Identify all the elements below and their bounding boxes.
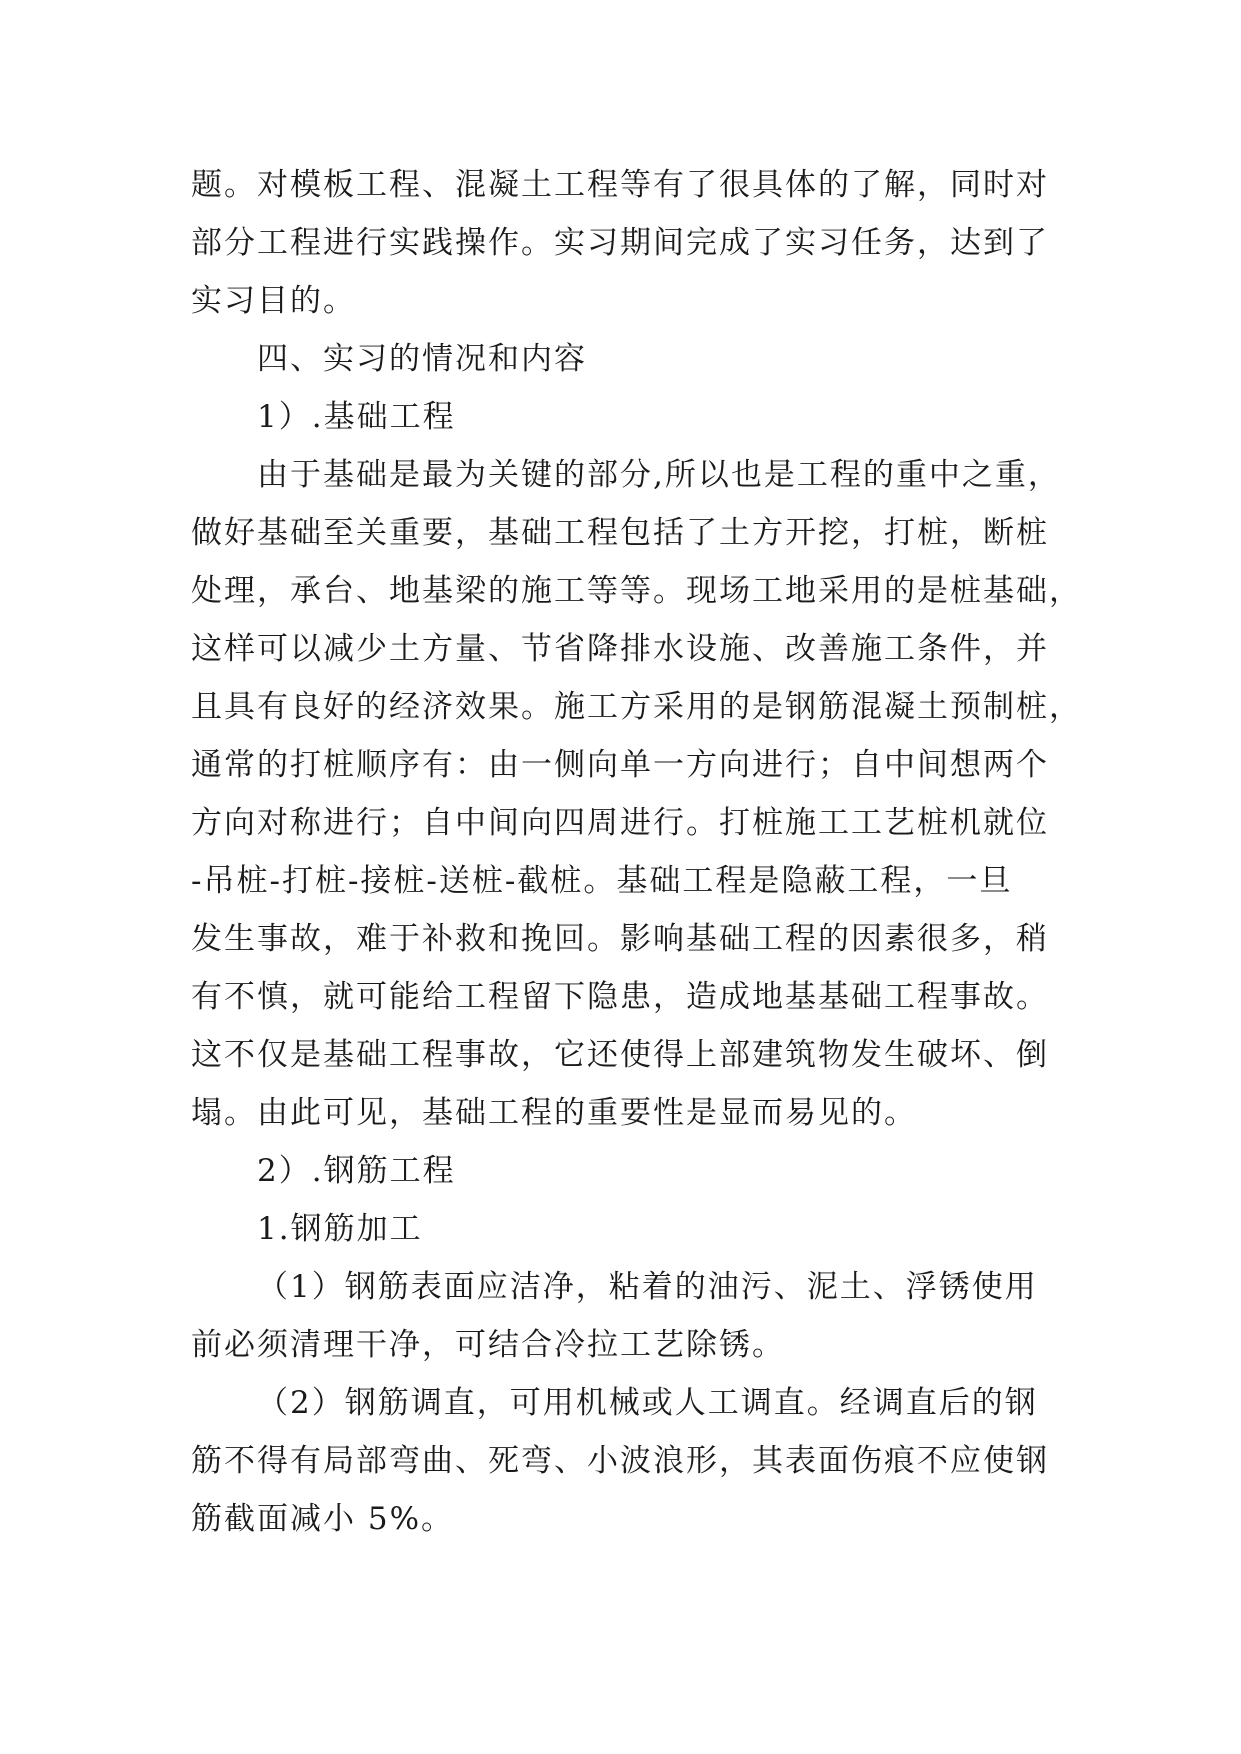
- text-line: 这不仅是基础工程事故，它还使得上部建筑物发生破坏、倒: [191, 1037, 1049, 1073]
- text-line: 有不慎，就可能给工程留下隐患，造成地基基础工程事故。: [191, 979, 1049, 1015]
- section-heading: 四、实习的情况和内容: [257, 341, 587, 377]
- text-line: 方向对称进行；自中间向四周进行。打桩施工工艺桩机就位: [191, 805, 1049, 841]
- text-line: 筋截面减小 5%。: [191, 1501, 455, 1537]
- text-line: 发生事故，难于补救和挽回。影响基础工程的因素很多，稍: [191, 921, 1049, 957]
- subsection-heading: 1.钢筋加工: [257, 1211, 423, 1247]
- text-line: 题。对模板工程、混凝土工程等有了很具体的了解，同时对: [191, 167, 1049, 203]
- body-text: [191, 156, 1082, 1548]
- text-line: 筋不得有局部弯曲、死弯、小波浪形，其表面伤痕不应使钢: [191, 1443, 1049, 1479]
- subsection-heading: 2）.钢筋工程: [257, 1153, 456, 1189]
- text-line: 由于基础是最为关键的部分,所以也是工程的重中之重，: [257, 457, 1061, 493]
- text-line: 实习目的。: [191, 283, 356, 319]
- text-line: 前必须清理干净，可结合冷拉工艺除锈。: [191, 1327, 785, 1363]
- text-line: 这样可以减少土方量、节省降排水设施、改善施工条件，并: [191, 631, 1049, 667]
- text-line: -吊桩-打桩-接桩-送桩-截桩。基础工程是隐蔽工程，一旦: [191, 863, 1013, 899]
- text-line: 处理，承台、地基梁的施工等等。现场工地采用的是桩基础，: [191, 573, 1082, 609]
- text-line: 部分工程进行实践操作。实习期间完成了实习任务，达到了: [191, 225, 1049, 261]
- text-line: （1）钢筋表面应洁净，粘着的油污、泥土、浮锈使用: [257, 1269, 1038, 1305]
- subsection-heading: 1）.基础工程: [257, 399, 456, 435]
- text-line: 塌。由此可见，基础工程的重要性是显而易见的。: [191, 1095, 917, 1131]
- text-line: 且具有良好的经济效果。施工方采用的是钢筋混凝土预制桩，: [191, 689, 1082, 725]
- text-line: 通常的打桩顺序有：由一侧向单一方向进行；自中间想两个: [191, 747, 1049, 783]
- text-line: （2）钢筋调直，可用机械或人工调直。经调直后的钢: [257, 1385, 1038, 1421]
- text-line: 做好基础至关重要，基础工程包括了土方开挖，打桩，断桩: [191, 515, 1049, 551]
